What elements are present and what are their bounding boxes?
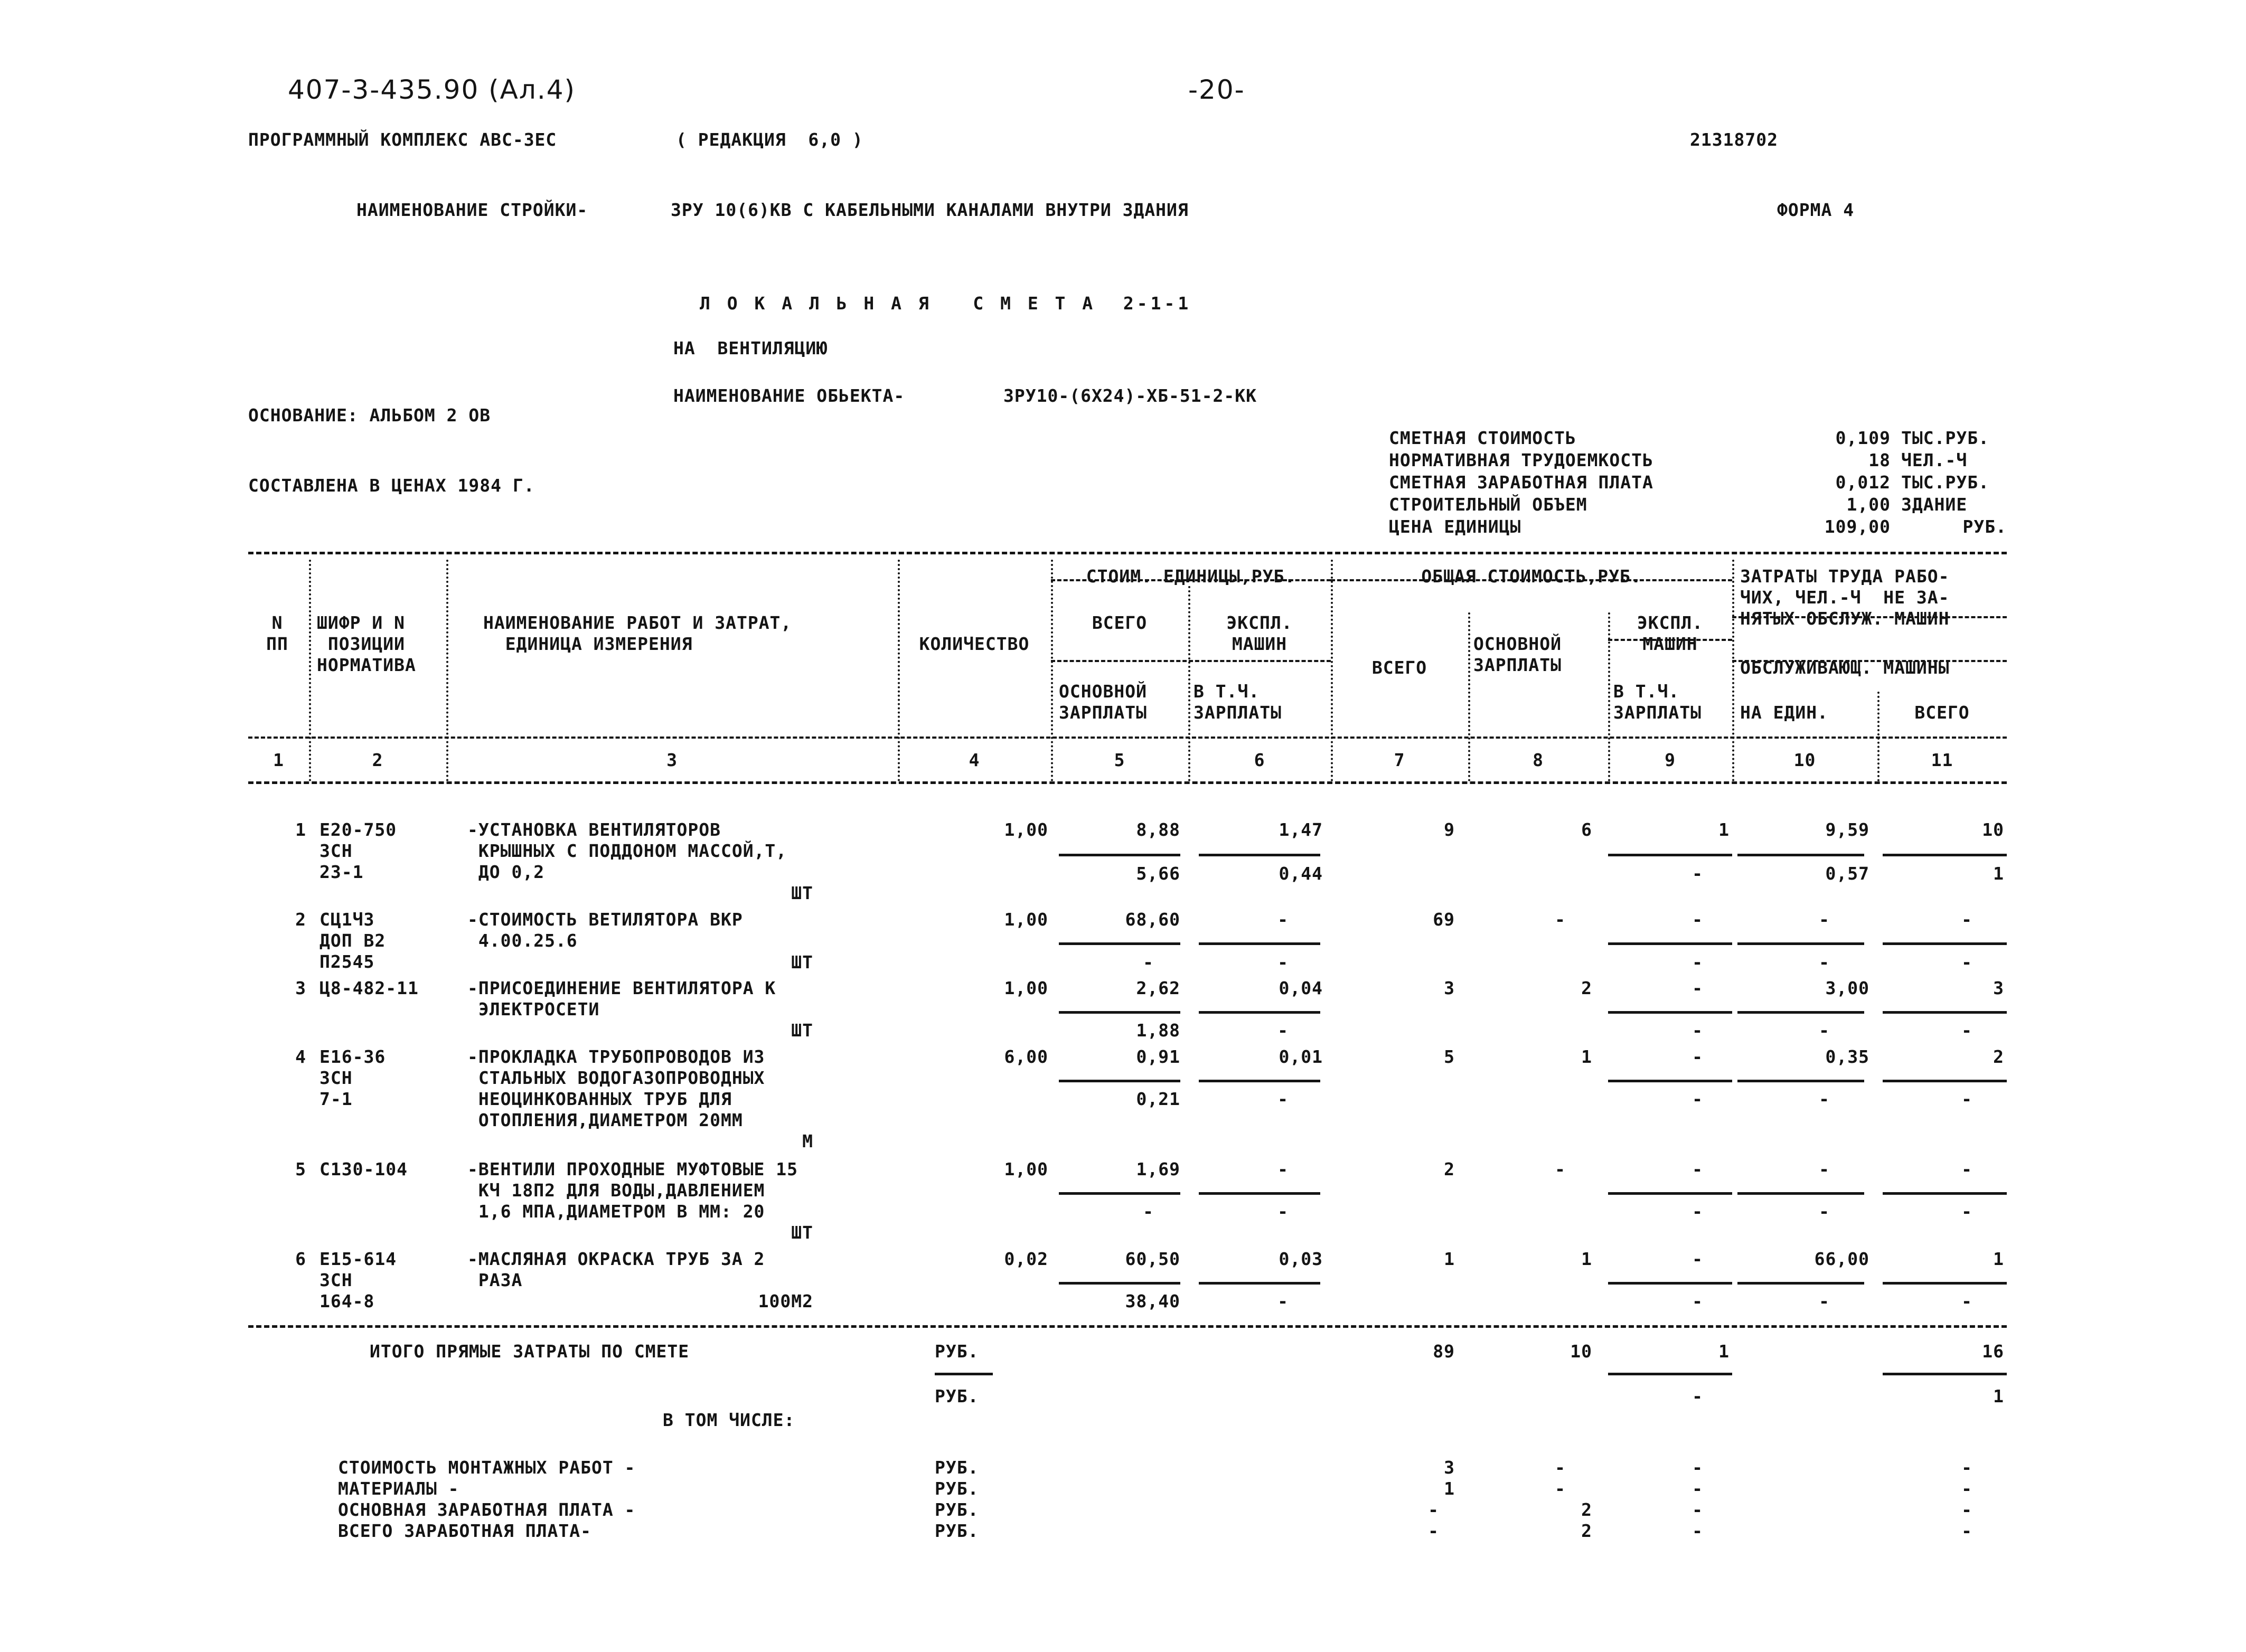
row-name: -ВЕНТИЛИ ПРОХОДНЫЕ МУФТОВЫЕ 15 КЧ 18П2 ДЛЯ ВОДЫ,ДАВЛЕНИЕМ 1,6 МПА,ДИАМЕТРОМ В ММ: 20: [467, 1159, 798, 1222]
program-name: ПРОГРАММНЫЙ КОМПЛЕКС АВС-3ЕС: [248, 129, 557, 150]
header-labor-machines: ОБСЛУЖИВАЮЩ. МАШИНЫ: [1740, 657, 1950, 678]
row-unit-total: 1,69: [1136, 1159, 1180, 1179]
row-unit-machines: -: [1277, 909, 1289, 930]
object-label: НАИМЕНОВАНИЕ ОБЬЕКТА-: [673, 385, 905, 406]
row-unit: ШТ: [791, 1222, 813, 1243]
row-labor-unit: -: [1819, 909, 1830, 930]
row-number: 6: [295, 1249, 306, 1269]
row-total: 5: [1444, 1046, 1455, 1067]
header-labor-total: ВСЕГО: [1914, 702, 1970, 723]
row-total: 1: [1444, 1249, 1455, 1269]
row-number: 1: [295, 819, 306, 840]
value-underline: [1199, 942, 1320, 945]
row-unit: ШТ: [791, 883, 813, 903]
header-labor: ЗАТРАТЫ ТРУДА РАБО- ЧИХ, ЧЕЛ.-Ч НЕ ЗА- НЯТЫХ ОБСЛУЖ. МАШИН: [1740, 566, 1950, 629]
summary-value: 109,00: [1824, 516, 1891, 537]
document-title: Л О К А Л Ь Н А Я С М Е Т А 2-1-1: [700, 293, 1192, 314]
breakdown-total: 3: [1444, 1457, 1455, 1478]
value-underline: [1883, 854, 2007, 856]
value-underline: [1737, 854, 1864, 856]
totals-rule: [248, 1325, 2007, 1328]
header-total-machines: ЭКСПЛ. МАШИН: [1637, 612, 1704, 654]
column-divider: [1732, 560, 1734, 781]
row-unit-wages: 5,66: [1136, 863, 1180, 884]
row-labor-unit-machines: -: [1819, 1089, 1830, 1109]
row-total: 2: [1444, 1159, 1455, 1179]
program-edition: ( РЕДАКЦИЯ 6,0 ): [676, 129, 863, 150]
row-unit-wages: 1,88: [1136, 1020, 1180, 1041]
row-unit-machine-wages: -: [1277, 1201, 1289, 1222]
value-underline: [1608, 854, 1732, 856]
header-unit-cost: СТОИМ. ЕДИНИЦЫ,РУБ.: [1086, 566, 1296, 587]
summary-label: СТРОИТЕЛЬНЫЙ ОБЪЕМ: [1389, 494, 1587, 515]
row-labor-total-machines: 1: [1993, 863, 2004, 884]
header-bottom-rule: [248, 781, 2007, 784]
row-name: -ПРИСОЕДИНЕНИЕ ВЕНТИЛЯТОРА К ЭЛЕКТРОСЕТИ: [467, 978, 776, 1019]
value-underline: [1059, 1192, 1180, 1195]
row-unit: ШТ: [791, 1020, 813, 1041]
column-divider: [1051, 560, 1053, 781]
breakdown-wages: 2: [1581, 1521, 1592, 1541]
row-total-machines: -: [1692, 909, 1703, 930]
column-number: 9: [1665, 750, 1676, 770]
column-number: 5: [1114, 750, 1125, 770]
row-labor-total-machines: -: [1961, 1089, 1972, 1109]
document-code: 407-3-435.90 (Ал.4): [288, 74, 576, 105]
row-code: Ц8-482-11: [319, 978, 419, 998]
row-unit-total: 2,62: [1136, 978, 1180, 998]
header-unit-total: ВСЕГО: [1092, 612, 1148, 633]
row-unit-machine-wages: 0,44: [1279, 863, 1323, 884]
value-underline: [935, 1373, 993, 1375]
row-labor-unit-machines: 0,57: [1825, 863, 1869, 884]
row-labor-unit-machines: -: [1819, 1020, 1830, 1041]
column-number: 8: [1533, 750, 1544, 770]
row-unit-wages: -: [1143, 1201, 1154, 1222]
row-name: -СТОИМОСТЬ ВЕТИЛЯТОРА ВКР 4.00.25.6: [467, 909, 743, 951]
breakdown-label: ОСНОВНАЯ ЗАРАБОТНАЯ ПЛАТА -: [338, 1499, 636, 1520]
totals-label: ИТОГО ПРЯМЫЕ ЗАТРАТЫ ПО СМЕТЕ: [370, 1341, 690, 1362]
summary-unit: ЗДАНИЕ: [1901, 494, 1968, 515]
breakdown-wages: -: [1555, 1478, 1566, 1499]
price-level: СОСТАВЛЕНА В ЦЕНАХ 1984 Г.: [248, 475, 535, 496]
summary-unit: ТЫС.РУБ.: [1901, 472, 1989, 493]
header-number: N ПП: [266, 612, 288, 654]
totals-labor: 16: [1982, 1341, 2004, 1362]
breakdown-label: СТОИМОСТЬ МОНТАЖНЫХ РАБОТ -: [338, 1457, 636, 1478]
value-underline: [1737, 1282, 1864, 1285]
row-total-machines: 1: [1718, 819, 1730, 840]
value-underline: [1059, 942, 1180, 945]
breakdown-wages: 2: [1581, 1499, 1592, 1520]
value-underline: [1199, 1282, 1320, 1285]
row-quantity: 0,02: [1004, 1249, 1048, 1269]
summary-unit: ЧЕЛ.-Ч: [1901, 450, 1968, 470]
row-quantity: 1,00: [1004, 978, 1048, 998]
value-underline: [1883, 1282, 2007, 1285]
value-underline: [1737, 1011, 1864, 1014]
row-total-machine-wages: -: [1692, 1201, 1703, 1222]
row-number: 5: [295, 1159, 306, 1179]
registration-number: 21318702: [1690, 129, 1778, 150]
row-total-wages: 1: [1581, 1046, 1592, 1067]
breakdown-total: -: [1428, 1521, 1439, 1541]
header-total-wages: ОСНОВНОЙ ЗАРПЛАТЫ: [1473, 634, 1562, 675]
column-divider: [446, 560, 448, 781]
row-labor-total: 3: [1993, 978, 2004, 998]
row-labor-total-machines: -: [1961, 952, 1972, 973]
breakdown-machines: -: [1692, 1457, 1703, 1478]
row-unit-wages: 0,21: [1136, 1089, 1180, 1109]
row-unit-machine-wages: -: [1277, 952, 1289, 973]
construction-name: ЗРУ 10(6)КВ С КАБЕЛЬНЫМИ КАНАЛАМИ ВНУТРИ ЗДАНИЯ: [671, 200, 1189, 220]
row-unit-wages: -: [1143, 952, 1154, 973]
column-number: 3: [666, 750, 678, 770]
construction-label: НАИМЕНОВАНИЕ СТРОЙКИ-: [356, 200, 588, 220]
header-rule: [248, 737, 2007, 739]
row-labor-total: 10: [1982, 819, 2004, 840]
row-labor-total: -: [1961, 909, 1972, 930]
row-labor-unit: -: [1819, 1159, 1830, 1179]
value-underline: [1059, 854, 1180, 856]
row-unit: ШТ: [791, 952, 813, 973]
row-total: 69: [1433, 909, 1455, 930]
column-number: 10: [1793, 750, 1816, 770]
row-quantity: 6,00: [1004, 1046, 1048, 1067]
value-underline: [1199, 1080, 1320, 1082]
row-unit: М: [802, 1131, 813, 1151]
breakdown-labor: -: [1961, 1457, 1972, 1478]
row-labor-total-machines: -: [1961, 1201, 1972, 1222]
row-unit: 100М2: [758, 1291, 813, 1311]
column-number: 6: [1254, 750, 1265, 770]
breakdown-label: ВСЕГО ЗАРАБОТНАЯ ПЛАТА-: [338, 1521, 591, 1541]
header-unit-machine-wages: В Т.Ч. ЗАРПЛАТЫ: [1194, 681, 1282, 723]
value-underline: [1883, 942, 2007, 945]
summary-unit: РУБ.: [1962, 516, 2007, 537]
row-quantity: 1,00: [1004, 909, 1048, 930]
row-labor-unit: 3,00: [1825, 978, 1869, 998]
document-subtitle: НА ВЕНТИЛЯЦИЮ: [673, 338, 828, 358]
breakdown-unit: РУБ.: [935, 1478, 979, 1499]
row-total-machine-wages: -: [1692, 1089, 1703, 1109]
row-number: 3: [295, 978, 306, 998]
row-labor-unit-machines: -: [1819, 1201, 1830, 1222]
value-underline: [1199, 1192, 1320, 1195]
row-name: -УСТАНОВКА ВЕНТИЛЯТОРОВ КРЫШНЫХ С ПОДДОНОМ МАССОЙ,Т, ДО 0,2: [467, 819, 787, 882]
row-unit-total: 8,88: [1136, 819, 1180, 840]
value-underline: [1059, 1011, 1180, 1014]
summary-label: СМЕТНАЯ СТОИМОСТЬ: [1389, 428, 1576, 448]
header-labor-per-unit: НА ЕДИН.: [1740, 702, 1828, 723]
row-total-wages: 1: [1581, 1249, 1592, 1269]
header-total: ВСЕГО: [1371, 657, 1427, 678]
breakdown-total: -: [1428, 1499, 1439, 1520]
value-underline: [1883, 1373, 2007, 1375]
breakdown-unit: РУБ.: [935, 1457, 979, 1478]
object-name: ЗРУ10-(6Х24)-ХБ-51-2-КК: [1003, 385, 1257, 406]
header-code: ШИФР И N ПОЗИЦИИ НОРМАТИВА: [317, 612, 416, 675]
value-underline: [1883, 1080, 2007, 1082]
value-underline: [1199, 854, 1320, 856]
row-unit-machines: 0,03: [1279, 1249, 1323, 1269]
value-underline: [1883, 1192, 2007, 1195]
value-underline: [1608, 1192, 1732, 1195]
breakdown-labor: -: [1961, 1499, 1972, 1520]
summary-value: 0,012: [1835, 472, 1891, 493]
summary-unit: ТЫС.РУБ.: [1901, 428, 1989, 448]
totals-machine-wages: -: [1692, 1386, 1703, 1406]
column-divider: [898, 560, 900, 781]
header-quantity: КОЛИЧЕСТВО: [919, 634, 1030, 654]
header-work-name: НАИМЕНОВАНИЕ РАБОТ И ЗАТРАТ, ЕДИНИЦА ИЗМЕРЕНИЯ: [483, 612, 792, 654]
value-underline: [1737, 942, 1864, 945]
row-total: 9: [1444, 819, 1455, 840]
row-code: Е16-36 ЗСН 7-1: [319, 1046, 386, 1109]
value-underline: [1608, 1011, 1732, 1014]
row-code: СЦ1Ч3 ДОП В2 П2545: [319, 909, 386, 972]
breakdown-machines: -: [1692, 1499, 1703, 1520]
header-rule: [1051, 660, 1331, 662]
row-total-wages: 6: [1581, 819, 1592, 840]
value-underline: [1199, 1011, 1320, 1014]
breakdown-machines: -: [1692, 1521, 1703, 1541]
summary-label: НОРМАТИВНАЯ ТРУДОЕМКОСТЬ: [1389, 450, 1653, 470]
row-total-machine-wages: -: [1692, 952, 1703, 973]
row-unit-machines: -: [1277, 1159, 1289, 1179]
including-label: В ТОМ ЧИСЛЕ:: [663, 1410, 795, 1430]
row-total: 3: [1444, 978, 1455, 998]
row-total-wages: 2: [1581, 978, 1592, 998]
row-unit-wages: 38,40: [1125, 1291, 1180, 1311]
breakdown-total: 1: [1444, 1478, 1455, 1499]
row-number: 4: [295, 1046, 306, 1067]
row-quantity: 1,00: [1004, 819, 1048, 840]
summary-label: ЦЕНА ЕДИНИЦЫ: [1389, 516, 1521, 537]
column-number: 2: [372, 750, 383, 770]
header-unit-wages: ОСНОВНОЙ ЗАРПЛАТЫ: [1059, 681, 1147, 723]
row-code: Е20-750 ЗСН 23-1: [319, 819, 397, 882]
row-total-machine-wages: -: [1692, 1291, 1703, 1311]
totals-total: 89: [1433, 1341, 1455, 1362]
breakdown-machines: -: [1692, 1478, 1703, 1499]
row-unit-total: 0,91: [1136, 1046, 1180, 1067]
column-divider: [309, 560, 311, 781]
table-top-rule: [248, 552, 2007, 554]
value-underline: [1059, 1282, 1180, 1285]
row-labor-unit: 0,35: [1825, 1046, 1869, 1067]
breakdown-labor: -: [1961, 1521, 1972, 1541]
summary-value: 0,109: [1835, 428, 1891, 448]
row-total-wages: -: [1555, 909, 1566, 930]
row-code: Е15-614 ЗСН 164-8: [319, 1249, 397, 1311]
breakdown-unit: РУБ.: [935, 1521, 979, 1541]
value-underline: [1737, 1080, 1864, 1082]
form-label: ФОРМА 4: [1777, 200, 1855, 220]
value-underline: [1059, 1080, 1180, 1082]
page-number: -20-: [1188, 74, 1245, 105]
value-underline: [1883, 1011, 2007, 1014]
value-underline: [1608, 1080, 1732, 1082]
row-total-machine-wages: -: [1692, 1020, 1703, 1041]
row-total-machines: -: [1692, 1249, 1703, 1269]
row-code: С130-104: [319, 1159, 408, 1179]
breakdown-label: МАТЕРИАЛЫ -: [338, 1478, 459, 1499]
row-labor-unit-machines: -: [1819, 952, 1830, 973]
column-number: 4: [969, 750, 980, 770]
row-total-wages: -: [1555, 1159, 1566, 1179]
header-total-machine-wages: В Т.Ч. ЗАРПЛАТЫ: [1613, 681, 1702, 723]
row-labor-unit: 66,00: [1814, 1249, 1869, 1269]
totals-machines: 1: [1718, 1341, 1730, 1362]
row-unit-total: 68,60: [1125, 909, 1180, 930]
row-unit-machines: 0,04: [1279, 978, 1323, 998]
row-unit-machine-wages: -: [1277, 1291, 1289, 1311]
row-labor-total: 2: [1993, 1046, 2004, 1067]
value-underline: [1608, 942, 1732, 945]
summary-value: 18: [1868, 450, 1891, 470]
breakdown-wages: -: [1555, 1457, 1566, 1478]
totals-wages: 10: [1570, 1341, 1592, 1362]
header-total-cost: ОБЩАЯ СТОИМОСТЬ,РУБ.: [1421, 566, 1642, 587]
breakdown-labor: -: [1961, 1478, 1972, 1499]
value-underline: [1608, 1282, 1732, 1285]
row-labor-total-machines: -: [1961, 1291, 1972, 1311]
row-unit-machine-wages: -: [1277, 1089, 1289, 1109]
row-labor-unit: 9,59: [1825, 819, 1869, 840]
column-number: 1: [273, 750, 284, 770]
row-total-machines: -: [1692, 978, 1703, 998]
value-underline: [1608, 1373, 1732, 1375]
summary-label: СМЕТНАЯ ЗАРАБОТНАЯ ПЛАТА: [1389, 472, 1653, 493]
row-total-machines: -: [1692, 1159, 1703, 1179]
row-name: -ПРОКЛАДКА ТРУБОПРОВОДОВ ИЗ СТАЛЬНЫХ ВОДОГАЗОПРОВОДНЫХ НЕОЦИНКОВАННЫХ ТРУБ ДЛЯ ОТОПЛЕНИЯ,ДИАМЕТРОМ 20ММ: [467, 1046, 765, 1130]
column-number: 7: [1394, 750, 1405, 770]
row-total-machines: -: [1692, 1046, 1703, 1067]
row-quantity: 1,00: [1004, 1159, 1048, 1179]
column-number: 11: [1931, 750, 1953, 770]
header-unit-machines: ЭКСПЛ. МАШИН: [1226, 612, 1293, 654]
row-labor-total: -: [1961, 1159, 1972, 1179]
row-total-machine-wages: -: [1692, 863, 1703, 884]
totals-unit-2: РУБ.: [935, 1386, 979, 1406]
row-labor-unit-machines: -: [1819, 1291, 1830, 1311]
row-unit-total: 60,50: [1125, 1249, 1180, 1269]
row-unit-machines: 0,01: [1279, 1046, 1323, 1067]
totals-unit: РУБ.: [935, 1341, 979, 1362]
row-unit-machines: 1,47: [1279, 819, 1323, 840]
breakdown-unit: РУБ.: [935, 1499, 979, 1520]
basis: ОСНОВАНИЕ: АЛЬБОМ 2 ОВ: [248, 405, 491, 426]
row-labor-total-machines: -: [1961, 1020, 1972, 1041]
row-name: -МАСЛЯНАЯ ОКРАСКА ТРУБ ЗА 2 РАЗА: [467, 1249, 765, 1290]
summary-value: 1,00: [1846, 494, 1891, 515]
totals-labor-machines: 1: [1993, 1386, 2004, 1406]
row-number: 2: [295, 909, 306, 930]
row-unit-machine-wages: -: [1277, 1020, 1289, 1041]
value-underline: [1737, 1192, 1864, 1195]
row-labor-total: 1: [1993, 1249, 2004, 1269]
